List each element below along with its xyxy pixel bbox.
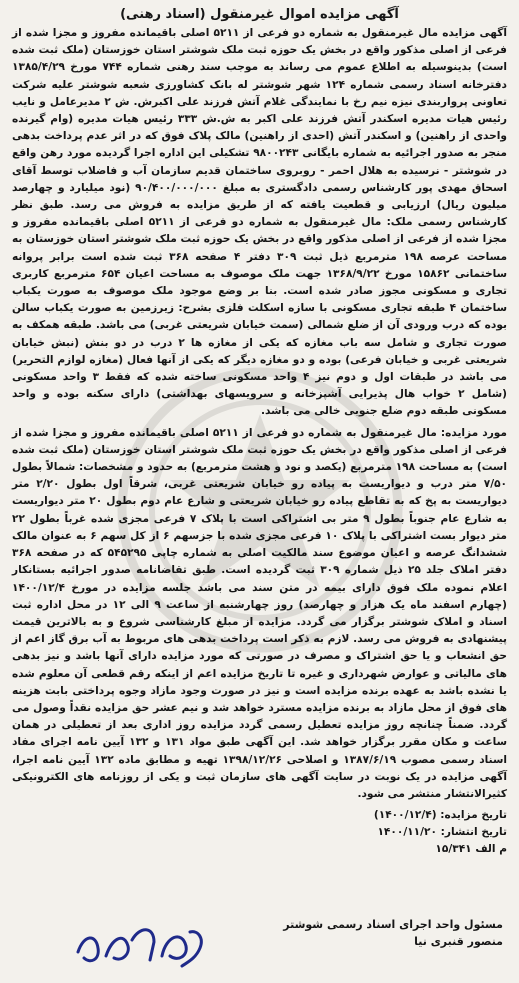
notice-number: م الف ۱۵/۳۴۱	[435, 843, 507, 856]
signatory-name: منصور قنبری نیا	[414, 935, 503, 948]
auction-date: تاریخ مزایده: (۱۴۰۰/۱۲/۴)	[373, 809, 507, 822]
notice-dates	[12, 807, 507, 858]
notice-paragraph-intro: آگهی مزایده مال غیرمنقول به شماره دو فرعی از ۵۲۱۱ اصلی باقیمانده مفروز و مجزا شده از فرعی از اصلی مذکور واقع در بخش یک حوزه ثبت ملک شوشتر استان خوزستان (ملک ثبت شده است) بدینوسیله به اطلاع عموم می رساند به موجب سند رهنی شماره ۷۴۴ مورخ ۱۳۸۵/۴/۲۹ دفترخانه اسناد رسمی شماره ۱۲۴ شهر شوشتر له بانک کشاورزی شعبه شوشتر علیه شرکت تعاونی پرواربندی نیزه نیم رخ با نمایندگی غلام آتش فرزند علی اکبرش. ش ۲ مدیرعامل و نایب رئیس هیات مدیره اسکندر آتش فرزند علی اکبر به ش.ش ۳۳۳ رئیس هیات مدیره (وام گیرنده واحدی از راهنین) و اسکندر آتش (احدی از راهنین) مالک پلاک فوق که در اثر عدم پرداخت بدهی منجر به صدور اجرائیه به شماره بایگانی ۹۸۰۰۲۴۳ تشکیلی این اداره اجرا گردیده مورد رهن واقع در شوشتر - نرسیده به هلال احمر - روبروی ساختمان قدیم سازمان آب و فاضلاب توسط آقای اسحاق مهدی پور کارشناس رسمی دادگستری به مبلغ ۹۰/۴۰۰/۰۰۰/۰۰۰ (نود میلیارد و چهارصد میلیون ریال) ارزیابی و قطعیت یافته که از طریق مزایده به فروش می رسد. طبق نظر کارشناس رسمی ملک: مال غیرمنقول به شماره دو فرعی از ۵۲۱۱ اصلی باقیمانده مفروز و مجزا شده از فرعی از اصلی مذکور واقع در بخش یک حوزه ثبت ملک شوشتر استان خوزستان به مساحت عرصه ۱۹۸ مترمربع ذیل ثبت ۳۰۹ دفتر ۴ صفحه ۳۶۸ ثبت شده است برابر پروانه ساختمانی ۱۵۸۶۲ مورخ ۱۳۶۸/۹/۲۲ جهت ملک موصوف به مساحت اعیان ۶۵۴ مترمربع کاربری تجاری و مسکونی مجوز صادر شده است. بنا بر وضع موجود ملک موصوف به صورت یکباب ساختمان ۴ طبقه تجاری مسکونی با سازه اسکلت فلزی بشرح: زیرزمین به صورت یکباب سالن بوده که درب ورودی آن از ضلع شمالی (سمت خیابان شریعتی غربی) می باشد. طبقه همکف به صورت تجاری و شامل سه باب مغازه که یکی از مغازه ها ۲ درب در دو بنش (نبش خیابان شریعتی غربی و خیابان فرعی) بوده و دو مغازه دیگر که یکی از آنها فعال (مغازه لوازم التحریر) می باشد در طبقات اول و دوم نیز ۴ واحد مسکونی ساخته شده که فقط ۳ واحد مسکونی (شامل ۲ خواب هال پذیرایی آشپزخانه و سرویسهای بهداشتی) دارای سکنه بوده و واحد مسکونی طبقه دوم ضلع جنوبی خالی می باشد.	[12, 27, 508, 418]
signature-block	[283, 916, 503, 950]
notice-title: آگهی مزایده اموال غیرمنقول (اسناد رهنی)	[120, 7, 399, 22]
notice-paragraph-auction-item: مورد مزایده: مال غیرمنقول به شماره دو فرعی از ۵۲۱۱ اصلی باقیمانده مفروز و مجزا شده از فرعی از اصلی مذکور واقع در بخش یک حوزه ثبت ملک شوشتر استان خوزستان (ملک ثبت شده است) به مساحت ۱۹۸ مترمربع (یکصد و نود و هشت مترمربع) به حدود و مشخصات: شمالاً بطول ۷/۵۰ متر درب و دیواریست به پیاده رو خیابان شریعتی غربی، شرقاً اول بطول ۲/۲۰ متر دیواریست به پخ که به تقاطع پیاده رو خیابان شریعتی و شارع عام دوم بطول ۲۰ متر دیواریست به شارع عام جنوباً بطول ۹ متر بی اشتراکی است با پلاک ۷ فرعی مجزی شده غرباً بطول ۲۲ متر دیوار بست اشتراکی با پلاک ۱۰ فرعی مجزی شده با جزسهم ۶ از کل سهم ۶ به عنوان مالک ششدانگ عرصه و اعیان موضوع سند مالکیت اصلی به شماره چاپی ۵۴۵۲۹۵ که در صفحه ۳۶۸ دفتر املاک جلد ۲۵ ذیل شماره ۳۰۹ ثبت گردیده است. طبق تقاضانامه صدور اجرائیه بستانکار اعلام نموده ملک فوق دارای بیمه در متن سند می باشد جلسه مزایده در مورخ ۱۴۰۰/۱۲/۴ (چهارم اسفند ماه یک هزار و چهارصد) روز چهارشنبه از ساعت ۹ الی ۱۲ در محل اداره ثبت اسناد و املاک شوشتر برگزار می گردد. مزایده از مبلغ کارشناسی شروع و به بالاترین قیمت پیشنهادی به فروش می رسد. لازم به ذکر است پرداخت بدهی های مربوط به آب برق گاز اعم از حق انشعاب و یا حق اشتراک و مصرف در صورتی که مورد مزایده دارای آنها باشد و نیز بدهی های مالیاتی و عوارض شهرداری و غیره تا تاریخ مزایده اعم از اینکه رقم قطعی آن معلوم شده یا نشده باشد به عهده برنده مزایده است و نیز در صورت وجود مازاد وجوه پرداختی بابت هزینه های فوق از محل مازاد به برنده مزایده مسترد خواهد شد و نیم عشر حق مزایده نقداً وصول می گردد. ضمناً چنانچه روز مزایده تعطیل رسمی گردد مزایده روز اداری بعد از تعطیلی در همان ساعت و مکان مقرر برگزار خواهد شد. این آگهی طبق مواد ۱۳۱ و ۱۳۲ آیین نامه اجرای مفاد اسناد رسمی مصوب ۱۳۸۷/۶/۱۹ و اصلاحی ۱۳۹۸/۱۲/۲۶ تهیه و مطابق ماده ۱۳۲ آیین نامه اجرا، آگهی مزایده در یک نوبت در سایت آگهی های سازمان ثبت و یکی از روزنامه های الکترونیکی کثیرالانتشار منتشر می شود.	[12, 426, 508, 800]
signatory-role: مسئول واحد اجرای اسناد رسمی شوشتر	[283, 918, 503, 931]
handwritten-stamp-icon	[70, 912, 210, 974]
publish-date: تاریخ انتشار: ۱۴۰۰/۱۱/۲۰	[377, 826, 507, 839]
